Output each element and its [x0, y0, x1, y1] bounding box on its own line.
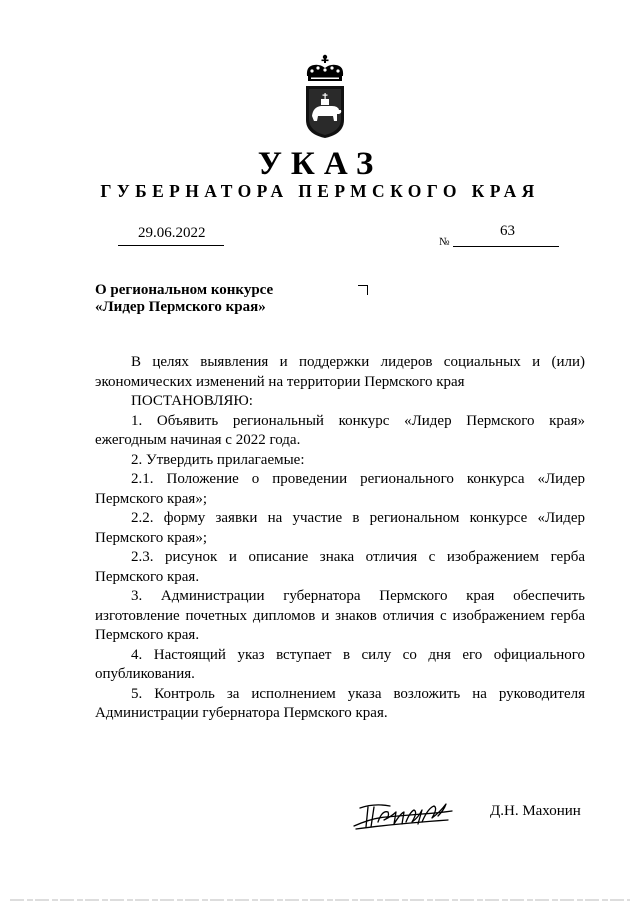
document-heading [95, 282, 273, 316]
document-body [95, 353, 585, 724]
document-date: 29.06.2022 [138, 225, 206, 241]
heading-corner-mark [358, 285, 368, 295]
page-bottom-edge [0, 899, 640, 901]
paragraph-item-5: 5. Контроль за исполнением указа возложить на руководителя Администрации губернатора Пермского края. [95, 685, 585, 721]
signer-name: Д.Н. Махонин [490, 803, 581, 819]
paragraph-item-2: 2. Утвердить прилагаемые: [131, 451, 305, 468]
document-number: 63 [500, 223, 515, 239]
number-sign: № [439, 236, 450, 248]
date-underline [118, 245, 224, 246]
heading-line-1: О региональном конкурсе [95, 282, 274, 298]
perm-krai-coat-of-arms-icon [302, 54, 348, 140]
paragraph-preamble: В целях выявления и поддержки лидеров социальных и (или) экономических изменений на территории Пермского края [95, 354, 585, 390]
paragraph-item-1: 1. Объявить региональный конкурс «Лидер Пермского края» ежегодным начиная с 2022 года. [95, 412, 585, 448]
paragraph-item-3: 3. Администрации губернатора Пермского края обеспечить изготовление почетных дипломов и знаков отличия с изображением герба Пермского края. [95, 588, 585, 643]
paragraph-item-2-3: 2.3. рисунок и описание знака отличия с изображением герба Пермского края. [95, 549, 585, 585]
document-subtitle: ГУБЕРНАТОРА ПЕРМСКОГО КРАЯ [100, 181, 540, 201]
number-underline [453, 246, 559, 247]
heading-line-2: «Лидер Пермского края» [95, 299, 266, 315]
handwritten-signature [352, 800, 456, 832]
paragraph-item-2-1: 2.1. Положение о проведении регионального конкурса «Лидер Пермского края»; [95, 471, 585, 507]
paragraph-item-2-2: 2.2. форму заявки на участие в региональном конкурсе «Лидер Пермского края»; [95, 510, 585, 546]
paragraph-item-4: 4. Настоящий указ вступает в силу со дня его официального опубликования. [95, 646, 585, 682]
paragraph-decree: ПОСТАНОВЛЯЮ: [131, 393, 253, 409]
document-title: УКАЗ [257, 146, 383, 182]
